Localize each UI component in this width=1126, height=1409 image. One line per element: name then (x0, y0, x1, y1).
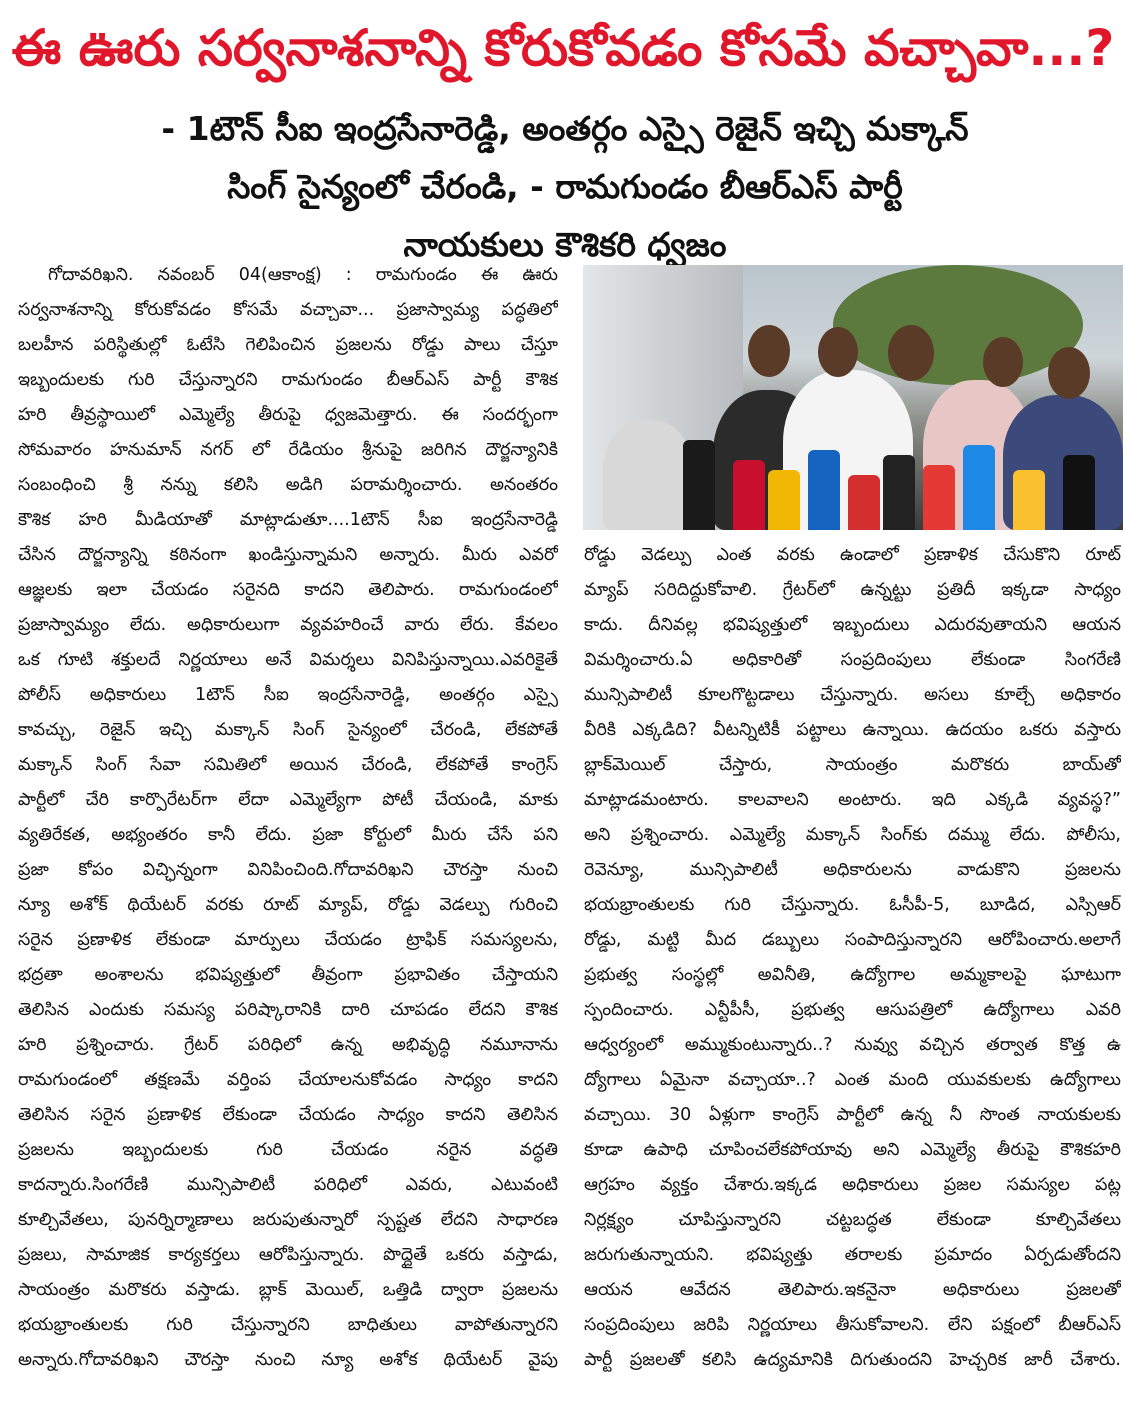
article-line: రామగుండంలో తక్షణమే వర్తింప చేయాలనుకోవడం సాధ్యం కాదని (18, 1070, 558, 1090)
article-line: చేసిన దౌర్జన్యాన్ని కఠినంగా ఖండిస్తున్నామని అన్నారు. మీరు ఎవరో (18, 545, 558, 565)
article-line: సోమవారం హనుమాన్ నగర్ లో రేడియం శ్రీనుపై జరిగిన దౌర్జన్యానికి (18, 440, 558, 460)
article-line: మాట్లాడమంటారు. కాలవాలని అంటారు. ఇది ఎక్కడి వ్యవస్థ?” (584, 790, 1121, 810)
article-line: ద్యోగాలు ఏమైనా వచ్చాయా..? ఎంత మంది యువకులకు ఉద్యోగాలు (584, 1070, 1121, 1090)
microphone (848, 475, 880, 530)
photo-head (888, 325, 934, 381)
article-right-column (584, 538, 1121, 1378)
article-line: ప్రజలు, సామాజిక కార్యకర్తలు ఆరోపిస్తున్నారు. పొద్దైతే ఒకరు వస్తాడు, (18, 1245, 558, 1265)
article-line: రోడ్డు, మట్టి మీద డబ్బులు సంపాదిస్తున్నారని ఆరోపించారు.అలాగే (584, 930, 1121, 950)
article-line: గోదావరిఖని. నవంబర్ 04(ఆకాంక్ష) : రామగుండం ఈ ఊరు (48, 265, 558, 285)
article-line: తెలిసిన ఎందుకు సమస్య పరిష్కారానికి దారి చూపడం లేదని కౌశిక (18, 1000, 558, 1020)
article-line: కాదన్నారు.సింగరేణి మున్సిపాలిటీ పరిధిలో ఎవరు, ఎటువంటి (18, 1175, 558, 1195)
article-line: మక్కాన్ సింగ్ సేవా సమితిలో అయిన చేరండి, లేకపోతే కాంగ్రెస్ (18, 755, 558, 775)
subheadline-line: - 1టౌన్ సీఐ ఇంద్రసేనారెడ్డి, అంతర్గం ఎస్సై రెజైన్ ఇచ్చి మక్కాన్ (161, 109, 969, 148)
microphone (808, 450, 840, 530)
article-line: ఆయన ఆవేదన తెలిపారు.ఇకనైనా అధికారులు ప్రజలతో (584, 1280, 1121, 1300)
article-line: సర్వనాశనాన్ని కోరుకోవడం కోసమే వచ్చావా... ప్రజాస్వామ్య పద్ధతిలో (18, 300, 558, 320)
article-line: సాయంత్రం మరొకరు వస్తాడు. బ్లాక్ మెయిల్, ఒత్తిడి ద్వారా ప్రజలను (18, 1280, 558, 1300)
article-line: ప్రజా కోపం విచ్ఛిన్నంగా వినిపించింది.గోదావరిఖని చౌరస్తా నుంచి (18, 860, 558, 880)
photo-trees (833, 265, 1083, 385)
microphone (768, 470, 800, 530)
article-line: రెవెన్యూ, మున్సిపాలిటీ అధికారులను వాడుకొని ప్రజలను (584, 860, 1121, 880)
microphone (733, 460, 765, 530)
article-line: పార్టీలో చేరి కార్పొరేటర్‌గా లేదా ఎమ్మెల్యేగా పోటీ చేయండి, మాకు (18, 790, 558, 810)
article-line: మున్సిపాలిటీ కూలగొట్టడాలు చేస్తున్నారు. అసలు కూల్చే అధికారం (584, 685, 1121, 705)
article-line: వీరికి ఎక్కడిది? వీటన్నిటికీ పట్టాలు ఉన్నాయి. ఉదయం ఒకరు వస్తారు (584, 720, 1121, 740)
microphone (683, 440, 715, 530)
news-photo (583, 265, 1123, 530)
article-line: స్పందించారు. ఎన్టీపీసీ, ప్రభుత్వ ఆసుపత్రిలో ఉద్యోగాలు ఎవరి (584, 1000, 1121, 1020)
headline: ఈ ఊరు సర్వనాశనాన్ని కోరుకోవడం కోసమే వచ్చావా...? (11, 19, 1115, 77)
article-line: కాదు. దీనివల్ల భవిష్యత్తులో ఇబ్బందులు ఎదురవుతాయని ఆయన (584, 615, 1121, 635)
article-line: పోలీస్ అధికారులు 1టౌన్ సీఐ ఇంద్రసేనారెడ్డి, అంతర్గం ఎస్సై (18, 685, 558, 705)
article-line: ప్రజలను ఇబ్బందులకు గురి చేయడం నరైన వద్ధతి (18, 1140, 558, 1160)
subheadline-line: సింగ్ సైన్యంలో చేరండి, - రామగుండం బీఆర్ఎస్ పార్టీ (227, 167, 903, 206)
article-line: వ్యతిరేకత, అభ్యంతరం కానీ లేదు. ప్రజా కోర్టులో మీరు చేసే పని (18, 825, 558, 845)
article-line: వచ్చాయి. 30 ఏళ్లుగా కాంగ్రెస్ పార్టీలో ఉన్న నీ సొంత నాయకులకు (584, 1105, 1121, 1125)
article-line: ఇబ్బందులకు గురి చేస్తున్నారని రామగుండం బీఆర్ఎస్ పార్టీ కౌశిక (18, 370, 558, 390)
photo-head (818, 327, 858, 377)
article-line: అని ప్రశ్నించారు. ఎమ్మెల్యే మక్కాన్ సింగ్‌కు దమ్ము లేదు. పోలీసు, (584, 825, 1121, 845)
article-line: భయభ్రాంతులకు గురి చేస్తున్నారని బాధితులు వాపోతున్నారని (18, 1315, 558, 1335)
article-line: బ్లాక్‌మెయిల్ చేస్తారు, సాయంత్రం మరొకరు బాయ్‌తో (584, 755, 1121, 775)
photo-head (983, 337, 1023, 387)
subheadline (20, 100, 1110, 274)
article-line: రోడ్డు వెడల్పు ఎంత వరకు ఉండాలో ప్రణాళిక చేసుకొని రూట్ (584, 545, 1121, 565)
microphone (923, 465, 955, 530)
article-line: భయభ్రాంతులకు గురి చేస్తున్నారు. ఓసీపీ-5, బూడిద, ఎస్సిఆర్ (584, 895, 1121, 915)
microphone (1013, 470, 1045, 530)
article-line: ప్రజాస్వామ్యం లేదు. అధికారులుగా వ్యవహరించే వారు లేరు. కేవలం (18, 615, 558, 635)
article-line: భద్రతా అంశాలను భవిష్యత్తులో తీవ్రంగా ప్రభావితం చేస్తాయని (18, 965, 558, 985)
photo-head (748, 325, 790, 377)
article-line: తెలిసిన సరైన ప్రణాళిక లేకుండా చేయడం సాధ్యం కాదని తెలిసిన (18, 1105, 558, 1125)
article-line: బలహీన పరిస్థితుల్లో ఓటేసి గెలిపించిన ప్రజలను రోడ్డు పాలు చేస్తూ (18, 335, 558, 355)
microphone (963, 445, 995, 530)
article-line: ఆజ్ఞలకు ఇలా చేయడం సరైనది కాదని తెలిపారు. రామగుండంలో (18, 580, 558, 600)
article-line: ఒక గూటి శక్తులదే నిర్ణయాలు అనే విమర్శలు వినిపిస్తున్నాయి.ఎవరికైతే (18, 650, 558, 670)
article-line: కావచ్చు, రెజైన్ ఇచ్చి మక్కాన్ సింగ్ సైన్యంలో చేరండి, లేకపోతే (18, 720, 558, 740)
article-line: ప్రభుత్వ సంస్థల్లో అవినీతి, ఉద్యోగాల అమ్మకాలపై ఘాటుగా (584, 965, 1121, 985)
photo-head (1048, 347, 1090, 399)
article-line: ఆధ్వర్యంలో అమ్ముకుంటున్నారు..? నువ్వు వచ్చిన తర్వాత కొత్త ఉ (584, 1035, 1121, 1055)
photo-person (603, 420, 693, 530)
article-line: కౌశిక హరి మీడియాతో మాట్లాడుతూ....1టౌన్ సీఐ ఇంద్రసేనారెడ్డి (18, 510, 558, 530)
article-line: హరి ప్రశ్నించారు. గ్రేటర్ పరిధిలో ఉన్న అభివృద్ధి నమూనాను (18, 1035, 558, 1055)
article-line: న్యూ అశోక్ థియేటర్ వరకు రూట్ మ్యాప్, రోడ్డు వెడల్పు గురించి (18, 895, 558, 915)
article-left-column (18, 258, 558, 1378)
article-line: జరుగుతున్నాయని. భవిష్యత్తు తరాలకు ప్రమాదం ఏర్పడుతోందని (584, 1245, 1121, 1265)
article-line: కూల్చివేతలు, పునర్నిర్మాణాలు జరుపుతున్నారో స్పష్టత లేదని సాధారణ (18, 1210, 558, 1230)
article-line: సంబంధించి శ్రీ నన్ను కలిసి అడిగి పరామర్శించారు. అనంతరం (18, 475, 558, 495)
article-line: సంప్రదింపులు జరిపి నిర్ణయాలు తీసుకోవాలని. లేని పక్షంలో బీఆర్ఎస్ (584, 1315, 1121, 1335)
microphone (883, 455, 915, 530)
subheadline-line: నాయకులు కౌశికరి ధ్వజం (403, 225, 727, 264)
article-line: నిర్లక్ష్యం చూపిస్తున్నారని చట్టబద్ధత లేకుండా కూల్చివేతలు (584, 1210, 1121, 1230)
article-line: సరైన ప్రణాళిక లేకుండా మార్పులు చేయడం ట్రాఫిక్ సమస్యలను, (18, 930, 558, 950)
article-line: పార్టీ ప్రజలతో కలిసి ఉద్యమానికి దిగుతుందని హెచ్చరిక జారీ చేశారు. (584, 1350, 1121, 1370)
article-line: ఆగ్రహం వ్యక్తం చేశారు.ఇక్కడ అధికారులు ప్రజల సమస్యల పట్ల (584, 1175, 1121, 1195)
article-line: హరి తీవ్రస్థాయిలో ఎమ్మెల్యే తీరుపై ధ్వజమెత్తారు. ఈ సందర్భంగా (18, 405, 558, 425)
article-line: అన్నారు.గోదావరిఖని చౌరస్తా నుంచి న్యూ అశోక థియేటర్ వైపు (18, 1350, 558, 1370)
article-line: విమర్శించారు.ఏ అధికారితో సంప్రదింపులు లేకుండా సింగరేణి (584, 650, 1121, 670)
microphone (1063, 455, 1095, 530)
article-line: కూడా ఉపాధి చూపించలేకపోయావు అని ఎమ్మెల్యే తీరుపై కౌశికహరి (584, 1140, 1121, 1160)
article-line: మ్యాప్ సరిదిద్దుకోవాలి. గ్రేటర్‌లో ఉన్నట్టు ప్రతిదీ ఇక్కడా సాధ్యం (584, 580, 1121, 600)
